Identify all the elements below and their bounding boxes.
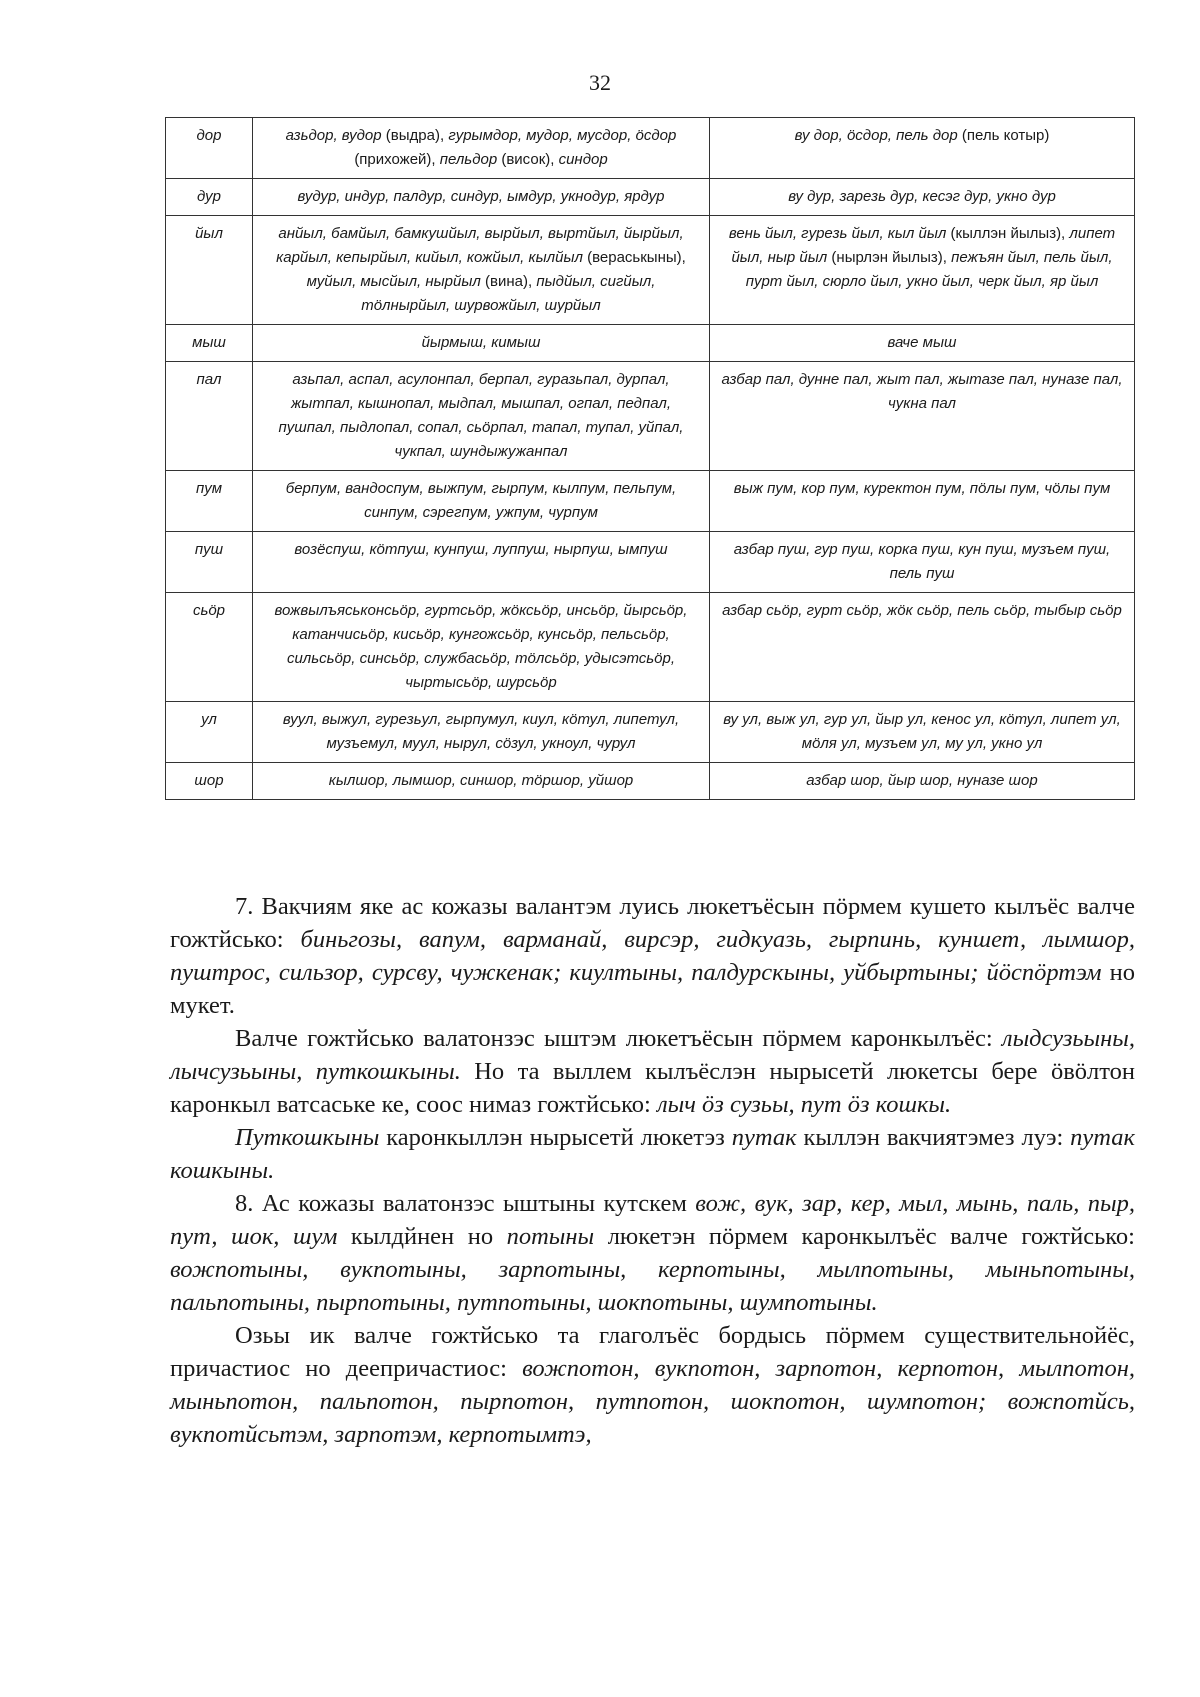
italic-run: азьдор, вудор [285,127,386,144]
derived-words-cell [253,763,710,800]
table-row [166,471,1135,532]
phrases-cell [710,471,1135,532]
table-row [166,593,1135,702]
page-number: 32 [589,70,611,95]
root-cell: пум [166,471,253,532]
roman-run: 7. Вакчиям яке ас кожазы валантэм луись люкетъёсын пöрмем кушето кылъёс валче гожтйсько: [170,893,1135,953]
phrases-cell [710,593,1135,702]
derived-words-cell [253,362,710,471]
roman-run: (выдра), [385,127,449,144]
root-cell: дур [166,179,253,216]
roman-run: кылдйнен но [337,1223,507,1250]
italic-run: ваче мыш [887,334,957,351]
roman-run: но мукет. [170,959,1135,1019]
paragraph [170,1187,1135,1319]
roman-run: Но та выллем кылъёслэн нырысетй люкетсы бере öвöлтон каронкыл ватсаське ке, соос нимаз гожтйсько: [170,1058,1135,1118]
italic-run: пежъян йыл, пель йыл, пурт йыл, сюрло йыл, укно йыл, черк йыл, яр йыл [745,249,1113,290]
roman-run: (пель котыр) [961,127,1050,144]
root-cell: мыш [166,325,253,362]
root-cell: пал [166,362,253,471]
paragraph [170,1121,1135,1187]
phrases-cell [710,179,1135,216]
phrases-cell [710,702,1135,763]
italic-run: пыдйыл, сигйыл, тöлнырйыл, шурвожйыл, шурйыл [361,273,656,314]
phrases-cell [710,216,1135,325]
italic-run: вудур, индур, палдур, синдур, ымдур, укнодур, ярдур [297,188,665,205]
italic-run: пельдор [439,151,502,168]
roman-run: (прихожей), [354,151,440,168]
derived-words-cell [253,702,710,763]
roman-run: (кыллэн йылыз), [950,225,1070,242]
root-cell: сьöр [166,593,253,702]
italic-run: азьпал, аспал, асулонпал, берпал, гуразьпал, дурпал, жытпал, кышнопал, мыдпал, мышпал, огпал, педпал, пушпал, пыдлопал, сопал, сьöрпал, тапал, тупал, уйпал, чукпал, шундыжужанпал [278,371,684,460]
roman-run: Валче гожтйсько валатонзэс ыштэм люкетъёсын пöрмем каронкылъёс: [235,1025,1002,1052]
italic-run: путак [731,1124,797,1151]
derived-words-cell [253,179,710,216]
italic-run: ву дор, öсдор, пель дор [794,127,962,144]
roman-run: (нырлэн йылыз), [831,249,952,266]
roman-run: каронкыллэн нырысетй люкетэз [379,1124,732,1151]
italic-run: лыдсузьыны, лычсузьыны, путкошкыны. [170,1025,1135,1085]
italic-run: вуул, выжул, гурезьул, гырпумул, киул, кöтул, липетул, музъемул, муул, нырул, сöзул, укноул, чурул [282,711,680,752]
roman-run: (висок), [501,151,559,168]
table-row [166,362,1135,471]
italic-run: кылшор, лымшор, синшор, тöршор, уйшор [328,772,634,789]
roman-run: 8. Ас кожазы валатонзэс ыштыны кутскем [235,1190,696,1217]
table-row [166,179,1135,216]
table-row [166,763,1135,800]
phrases-cell [710,118,1135,179]
phrases-cell [710,362,1135,471]
italic-run: гурымдор, мудор, мусдор, öсдор [448,127,677,144]
derived-words-cell [253,471,710,532]
paragraph [170,1022,1135,1121]
table-row [166,532,1135,593]
vocabulary-table-body [166,118,1135,800]
roman-run: кыллэн вакчиятэмез луэ: [796,1124,1071,1151]
derived-words-cell [253,216,710,325]
roman-run: люкетэн пöрмем каронкылъёс валче гожтйсько: [594,1223,1135,1250]
italic-run: азбар пал, дунне пал, жыт пал, жытазе пал, нуназе пал, чукна пал [721,371,1123,412]
root-cell: йыл [166,216,253,325]
phrases-cell [710,532,1135,593]
italic-run: вожвылъяськонсьöр, гуртсьöр, жöксьöр, инсьöр, йырсьöр, катанчисьöр, кисьöр, кунгожсьöр, кунсьöр, пельсьöр, сильсьöр, синсьöр, службасьöр, тöлсьöр, удысэтсьöр, чыртысьöр, шурсьöр [274,602,688,691]
paragraph [170,1319,1135,1451]
italic-run: муйыл, мысйыл, нырйыл [306,273,486,290]
italic-run: вож, вук, зар, кер, мыл, мынь, паль, пыр, пут, шок, шум [170,1190,1135,1250]
roman-run: (вина), [485,273,537,290]
root-cell: пуш [166,532,253,593]
table-row [166,118,1135,179]
phrases-cell [710,763,1135,800]
italic-run: лыч öз сузьы, пут öз кошкы. [656,1091,952,1118]
derived-words-cell [253,593,710,702]
italic-run: вожпотон, вукпотон, зарпотон, керпотон, мылпотон, мыньпотон, пальпотон, пырпотон, путпотон, шокпотон, шумпотон; вожпотйсь, вукпотйсьтэм, зарпотэм, керпотымтэ, [170,1355,1135,1448]
phrases-cell [710,325,1135,362]
italic-run: биньгозы, вапум, варманай, вирсэр, гидкуазь, гырпинь, куншет, лымшор, пуштрос, сильзор, сурсву, чужкенак; киултыны, палдурскыны, уйбыртыны; йöспöртэм [170,926,1136,986]
italic-run: вожпотыны, вукпотыны, зарпотыны, керпотыны, мылпотыны, мыньпотыны, пальпотыны, пырпотыны, путпотыны, шокпотыны, шумпотыны. [170,1256,1135,1316]
italic-run: Путкошкыны [235,1124,380,1151]
body-text [170,890,1135,1451]
italic-run: синдор [558,151,608,168]
root-cell: дор [166,118,253,179]
roman-run: (вераськыны), [587,249,686,266]
derived-words-cell [253,325,710,362]
italic-run: липет йыл, ныр йыл [731,225,1116,266]
italic-run: ву дур, зарезь дур, кесэг дур, укно дур [788,188,1056,205]
table-row [166,325,1135,362]
table-row [166,216,1135,325]
derived-words-cell [253,118,710,179]
italic-run: анйыл, бамйыл, бамкушйыл, вырйыл, выртйыл, йырйыл, карйыл, кепырйыл, кийыл, кожйыл, кылйыл [276,225,684,266]
roman-run: Озьы ик валче гожтйсько та глаголъёс бордысь пöрмем существительнойёс, причастиос но деепричастиос: [170,1322,1135,1382]
italic-run: потыны [506,1223,595,1250]
italic-run: берпум, вандоспум, выжпум, гырпум, кылпум, пельпум, синпум, сэрегпум, ужпум, чурпум [285,480,677,521]
italic-run: азбар пуш, гур пуш, корка пуш, кун пуш, музъем пуш, пель пуш [733,541,1111,582]
italic-run: выж пум, кор пум, куректон пум, пöлы пум, чöлы пум [733,480,1111,497]
root-cell: шор [166,763,253,800]
derived-words-cell [253,532,710,593]
vocabulary-table [165,117,1135,800]
italic-run: вень йыл, гурезь йыл, кыл йыл [728,225,951,242]
root-cell: ул [166,702,253,763]
italic-run: возёспуш, кöтпуш, кунпуш, луппуш, нырпуш, ымпуш [294,541,668,558]
paragraph [170,890,1135,1022]
italic-run: азбар шор, йыр шор, нуназе шор [806,772,1038,789]
italic-run: азбар сьöр, гурт сьöр, жöк сьöр, пель сьöр, тыбыр сьöр [722,602,1122,619]
italic-run: йырмыш, кимыш [421,334,541,351]
italic-run: ву ул, выж ул, гур ул, йыр ул, кенос ул, кöтул, липет ул, мöля ул, музъем ул, му ул, укно ул [723,711,1121,752]
table-row [166,702,1135,763]
italic-run: путак кошкыны. [170,1124,1135,1184]
